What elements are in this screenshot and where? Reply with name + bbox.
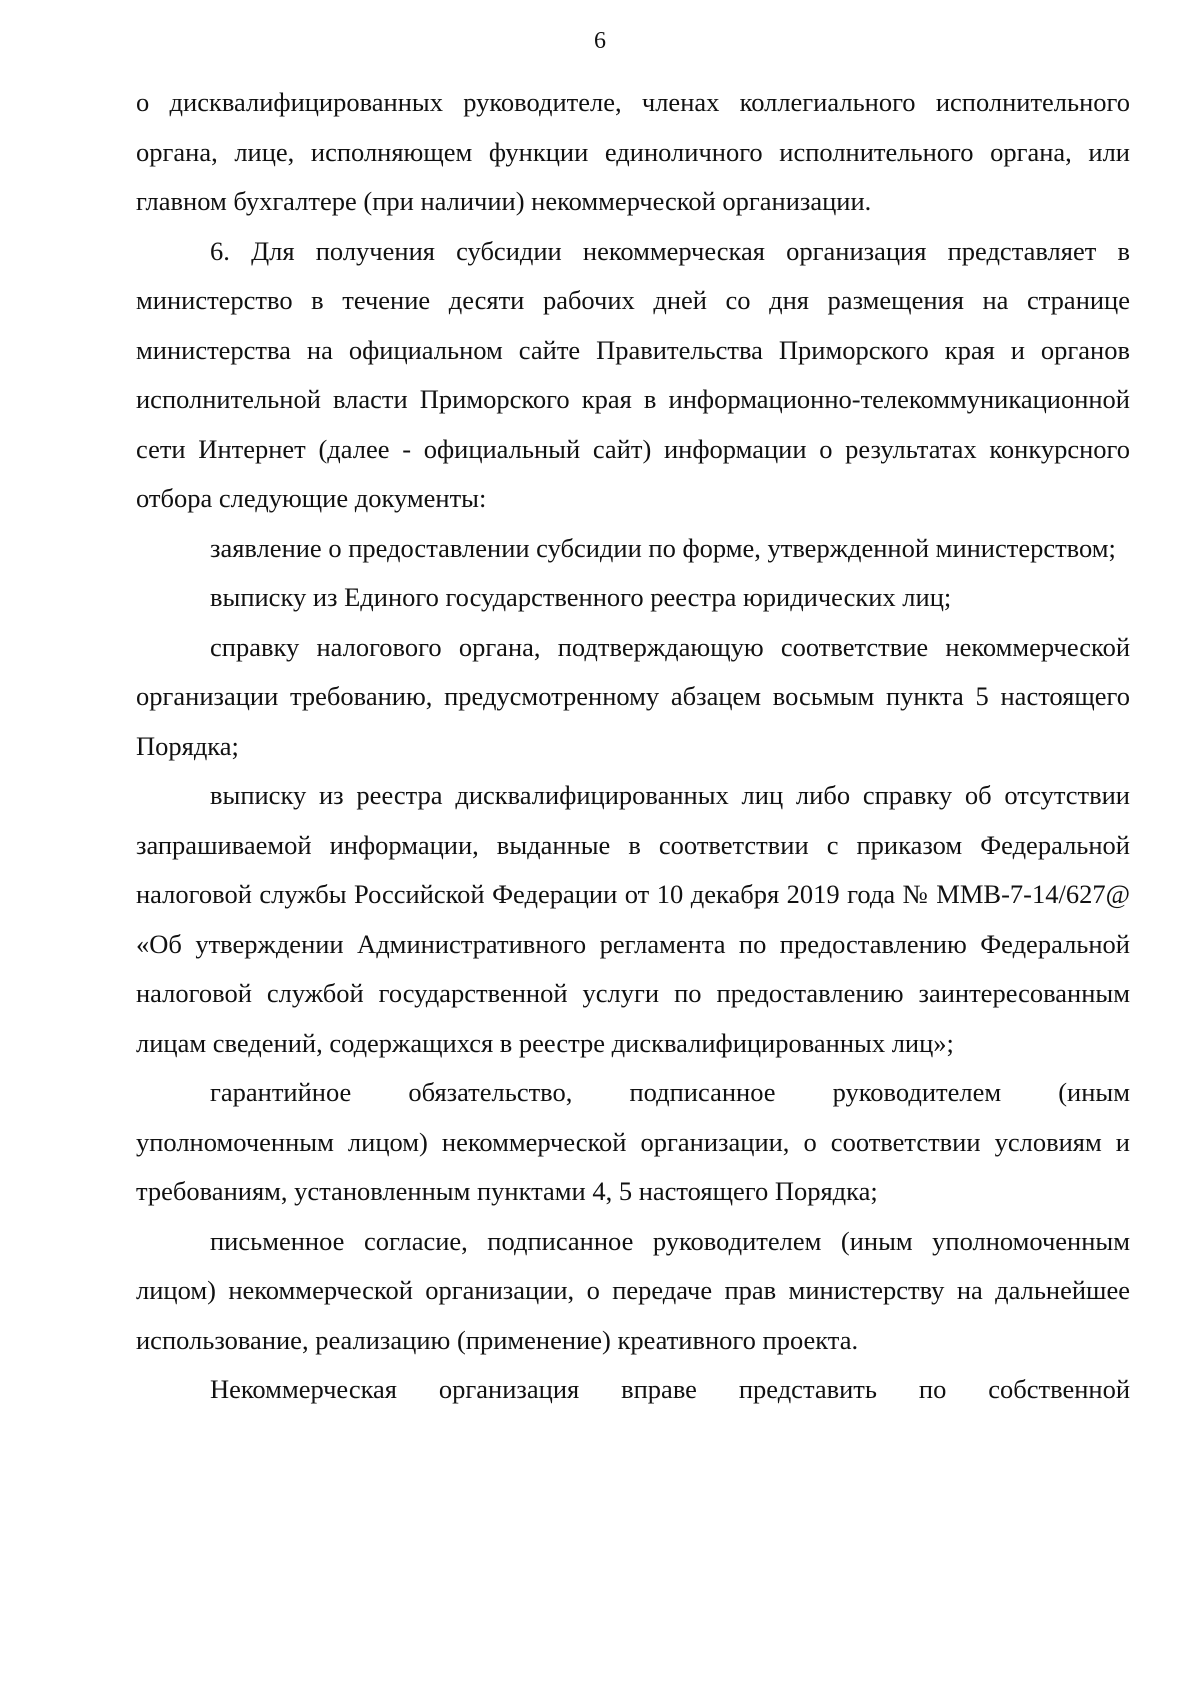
paragraph-disqualified-extract: выписку из реестра дисквалифицированных лиц либо справку об отсутствии запрашиваемой информации, выданные в соответствии с приказом Федеральной налоговой службы Российской Федерации от 10 декабря 2019 года № ММВ-7-14/627@ «Об утверждении Административного регламента по предоставлению Федеральной налоговой службой государственной услуги по предоставлению заинтересованным лицам сведений, содержащихся в реестре дисквалифицированных лиц»; — [136, 780, 1130, 1058]
paragraph-application: заявление о предоставлении субсидии по форме, утвержденной министерством; — [210, 532, 1116, 563]
paragraph-continuation: о дисквалифицированных руководителе, членах коллегиального исполнительного органа, лице, исполняющем функции единоличного исполнительного органа, или главном бухгалтере (при наличии) некоммерческой организации. — [136, 87, 1130, 216]
paragraph-written-consent: письменное согласие, подписанное руководителем (иным уполномоченным лицом) некоммерческой организации, о передаче прав министерству на дальнейшее использование, реализацию (применение) креативного проекта. — [136, 1225, 1130, 1355]
page-number: 6 — [594, 28, 606, 54]
paragraph-tax-certificate: справку налогового органа, подтверждающую соответствие некоммерческой организации требованию, предусмотренному абзацем восьмым пункта 5 настоящего Порядка; — [136, 631, 1130, 761]
paragraph-optional-docs: Некоммерческая организация вправе представить по собственной — [210, 1374, 1130, 1404]
paragraph-egrul-extract: выписку из Единого государственного реестра юридических лиц; — [210, 582, 952, 612]
paragraph-guarantee: гарантийное обязательство, подписанное руководителем (иным уполномоченным лицом) некоммерческой организации, о соответствии условиям и требованиям, установленным пунктами 4, 5 настоящего Порядка; — [136, 1077, 1130, 1206]
document-body — [136, 78, 1130, 1415]
paragraph-item-6: 6. Для получения субсидии некоммерческая организация представляет в министерство в течение десяти рабочих дней со дня размещения на странице министерства на официальном сайте Правительства Приморского края и органов исполнительной власти Приморского края в информационно-телекоммуникационной сети Интернет (далее - официальный сайт) информации о результатах конкурсного отбора следующие документы: — [136, 235, 1130, 513]
